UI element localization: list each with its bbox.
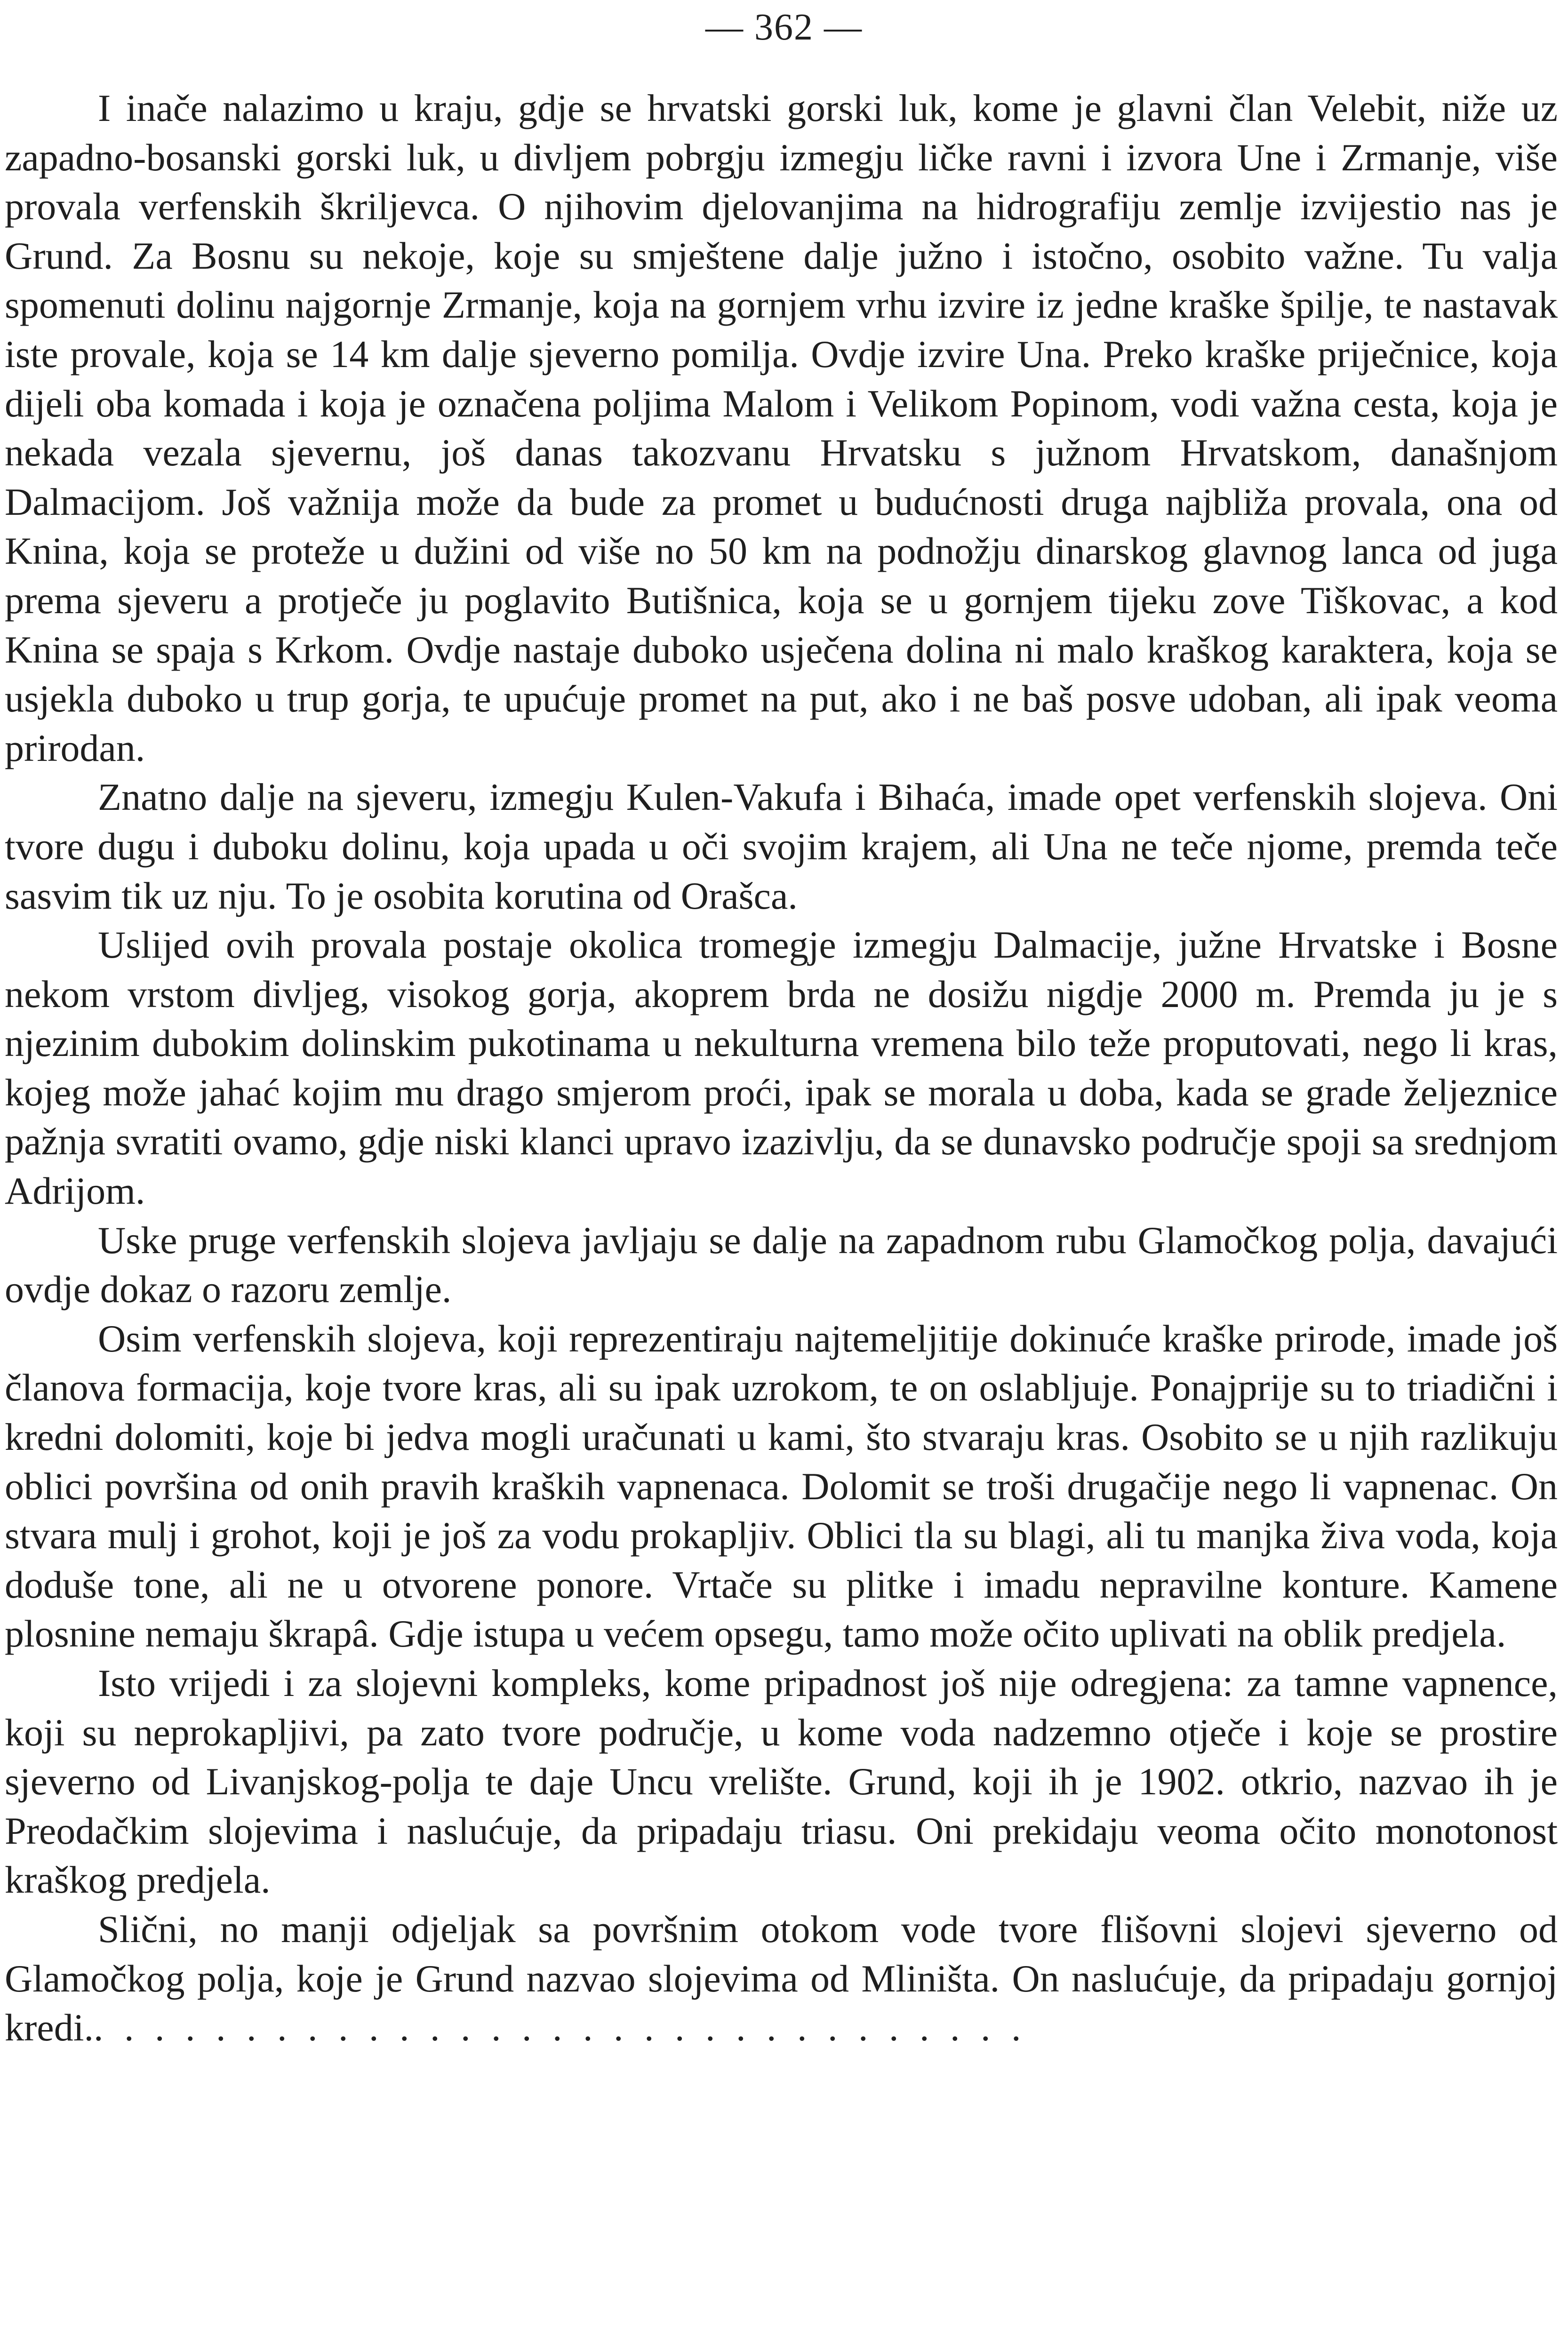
paragraph-5: Osim verfenskih slojeva, koji reprezentiraju najtemeljitije dokinuće kraške prirode, imade još članova formacija, koje tvore kras, ali su ipak uzrokom, te on oslabljuje. Ponajprije su to triadični i kredni dolomiti, koje bi jedva mogli uračunati u kami, što stvaraju kras. Osobito se u njih razlikuju oblici površina od onih pravih kraških vapnenaca. Dolomit se troši drugačije nego li vapnenac. On stvara mulj i grohot, koji je još za vodu prokapljiv. Oblici tla su blagi, ali tu manjka živa voda, koja doduše tone, ali ne u otvorene ponore. Vrtače su plitke i imadu nepravilne konture. Kamene plosnine nemaju škrapâ. Gdje istupa u većem opsegu, tamo može očito uplivati na oblik predjela.: [5, 1317, 1558, 1655]
paragraph-7: [5, 1905, 1558, 2053]
paragraph-7-text: Slični, no manji odjeljak sa površnim otokom vode tvore flišovni slojevi sjeverno od Glamočkog polja, koje je Grund nazvao slojevima od Mliništa. On naslućuje, da pripadaju gornjoj kredi.: [5, 1907, 1558, 2049]
paragraph-3: Uslijed ovih provala postaje okolica tromegje izmegju Dalmacije, južne Hrvatske i Bosne nekom vrstom divljeg, visokog gorja, akoprem brda ne dosižu nigdje 2000 m. Premda ju je s njezinim dubokim dolinskim pukotinama u nekulturna vremena bilo teže proputovati, nego li kras, kojeg može jahać kojim mu drago smjerom proći, ipak se morala u doba, kada se grade željeznice pažnja svratiti ovamo, gdje niski klanci upravo izazivlju, da se dunavsko područje spoji sa srednjom Adrijom.: [5, 923, 1558, 1213]
page-number: — 362 —: [705, 7, 863, 48]
leader-dots: . . . . . . . . . . . . . . . . . . . . . . . . . . . . . . .: [93, 2006, 1027, 2049]
paragraph-1: I inače nalazimo u kraju, gdje se hrvatski gorski luk, kome je glavni član Velebit, niže uz zapadno-bosanski gorski luk, u divljem pobrgju izmegju ličke ravni i izvora Une i Zrmanje, više provala verfenskih škriljevca. O njihovim djelovanjima na hidrografiju zemlje izvijestio nas je Grund. Za Bosnu su nekoje, koje su smještene dalje južno i istočno, osobito važne. Tu valja spomenuti dolinu najgornje Zrmanje, koja na gornjem vrhu izvire iz jedne kraške špilje, te nastavak iste provale, koja se 14 km dalje sjeverno pomilja. Ovdje izvire Una. Preko kraške priječnice, koja dijeli oba komada i koja je označena poljima Malom i Velikom Popinom, vodi važna cesta, koja je nekada vezala sjevernu, još danas takozvanu Hrvatsku s južnom Hrvatskom, današnjom Dalmacijom. Još važnija može da bude za promet u budućnosti druga najbliža provala, ona od Knina, koja se proteže u dužini od više no 50 km na podnožju dinarskog glavnog lanca od juga prema sjeveru a protječe ju poglavito Butišnica, koja se u gornjem tijeku zove Tiškovac, a kod Knina se spaja s Krkom. Ovdje nastaje duboko usječena dolina ni malo kraškog karaktera, koja se usjekla duboko u trup gorja, te upućuje promet na put, ako i ne baš posve udoban, ali ipak veoma prirodan.: [5, 87, 1558, 769]
paragraph-4: Uske pruge verfenskih slojeva javljaju se dalje na zapadnom rubu Glamočkog polja, davajući ovdje dokaz o razoru zemlje.: [5, 1218, 1558, 1311]
text-body: [5, 84, 1558, 2053]
paragraph-6: Isto vrijedi i za slojevni kompleks, kome pripadnost još nije odregjena: za tamne vapnence, koji su neprokapljivi, pa zato tvore područje, u kome voda nadzemno otječe i koje se prostire sjeverno od Livanjskog-polja te daje Uncu vrelište. Grund, koji ih je 1902. otkrio, nazvao ih je Preodačkim slojevima i naslućuje, da pripadaju triasu. Oni prekidaju veoma očito monotonost kraškog predjela.: [5, 1662, 1558, 1902]
paragraph-2: Znatno dalje na sjeveru, izmegju Kulen-Vakufa i Bihaća, imade opet verfenskih slojeva. Oni tvore dugu i duboku dolinu, koja upada u oči svojim krajem, ali Una ne teče njome, premda teče sasvim tik uz nju. To je osobita korutina od Orašca.: [5, 776, 1558, 917]
